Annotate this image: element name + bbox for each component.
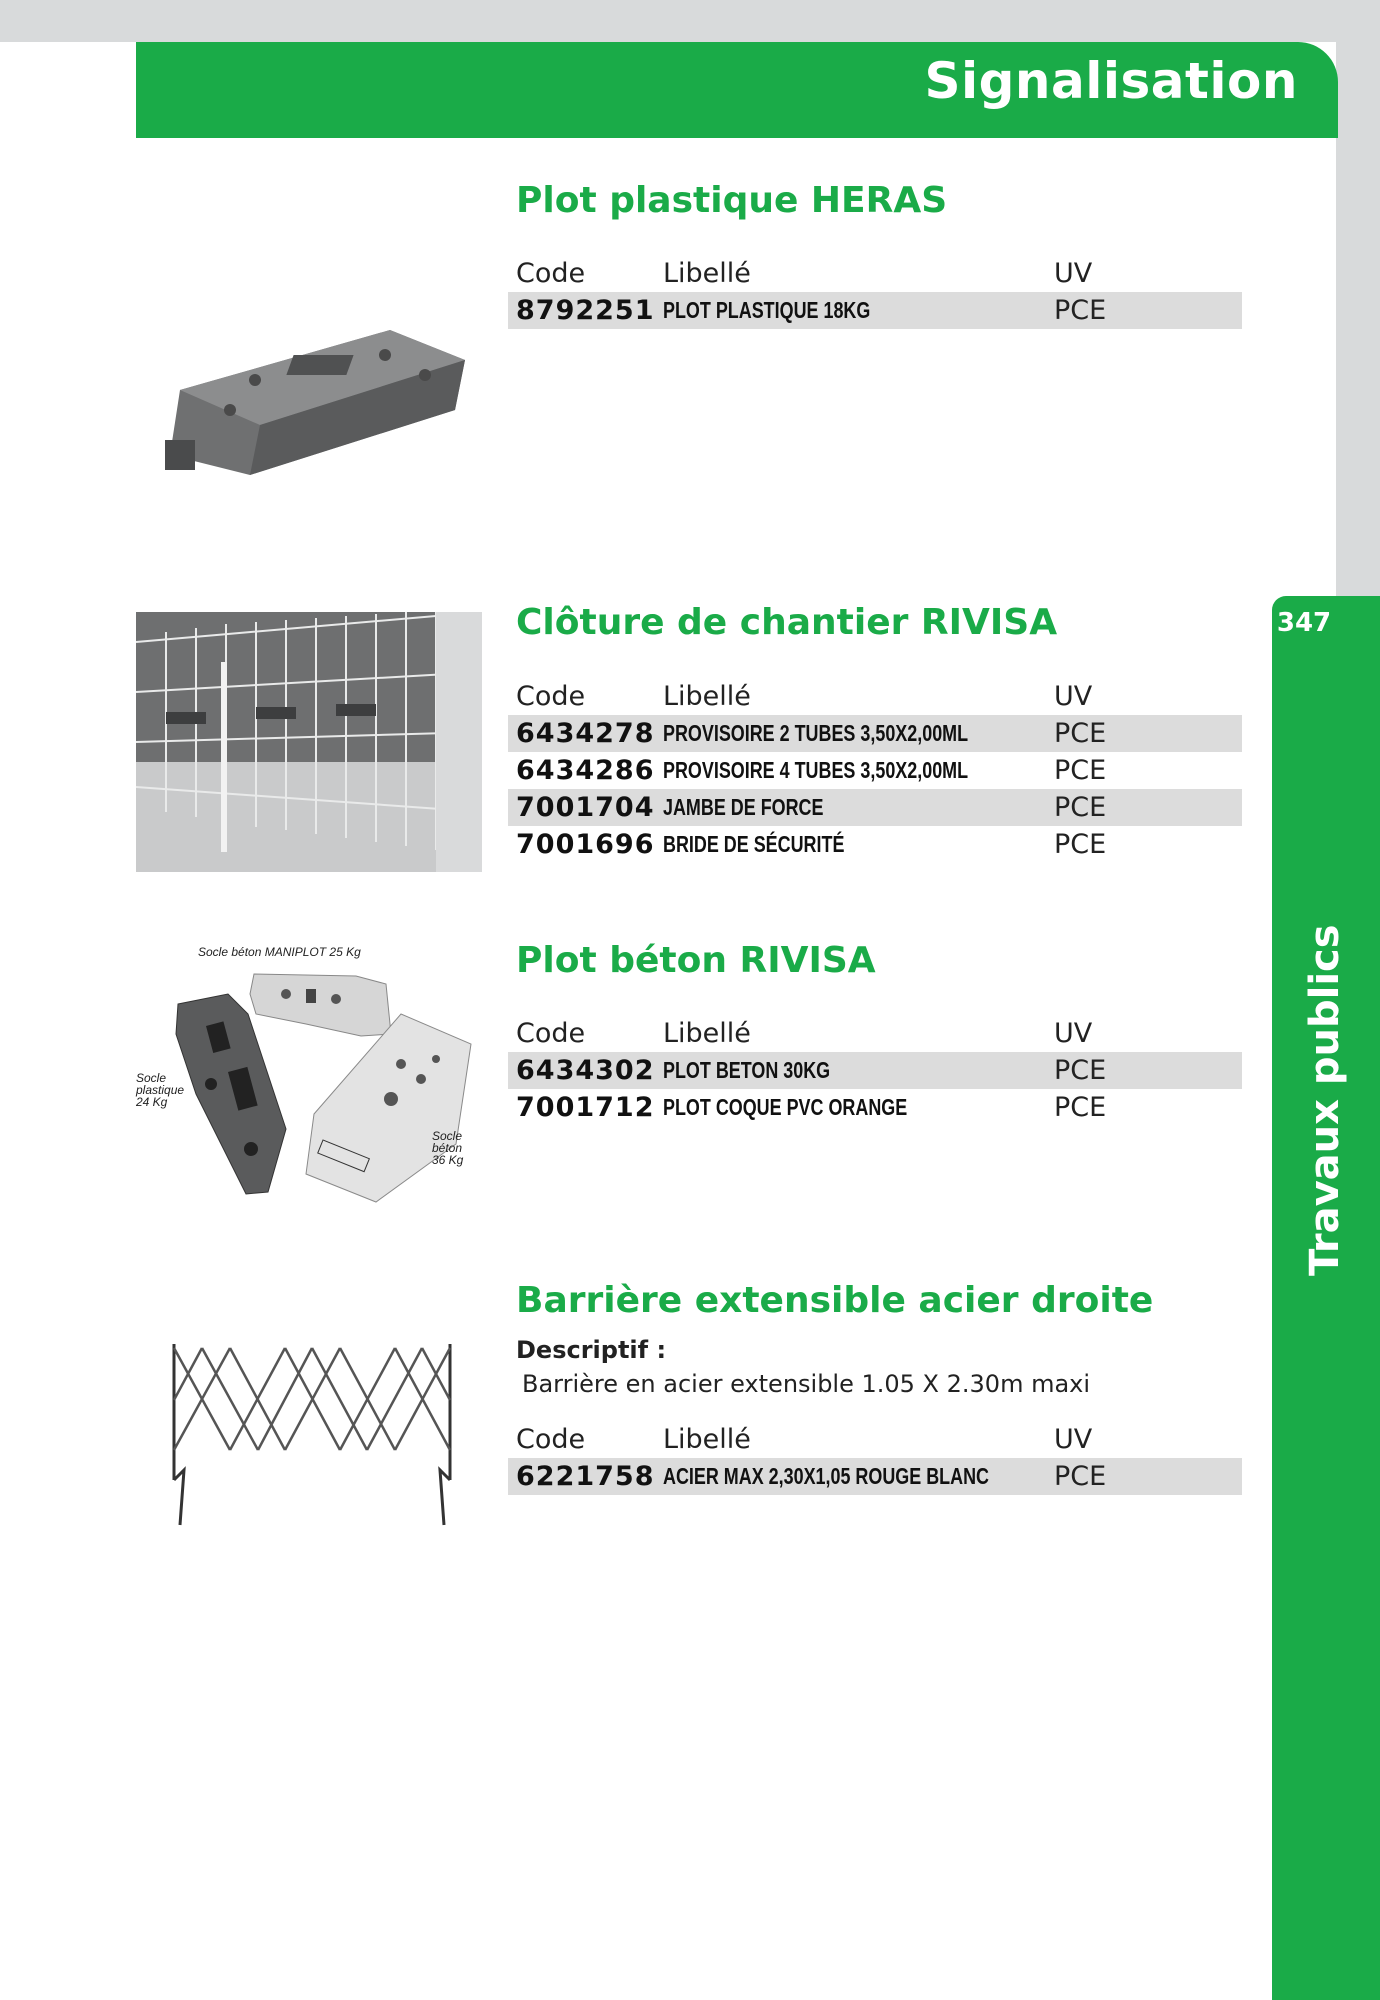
row-libelle: JAMBE DE FORCE <box>663 794 824 820</box>
product-title: Plot béton RIVISA <box>516 940 876 981</box>
header-code: Code <box>516 258 586 289</box>
row-uv: PCE <box>1054 1092 1107 1123</box>
row-uv: PCE <box>1054 792 1107 823</box>
table-row <box>508 752 1242 789</box>
descriptif-text: Barrière en acier extensible 1.05 X 2.30m maxi <box>522 1370 1091 1398</box>
plot-plastique-image <box>150 310 470 490</box>
header-uv: UV <box>1054 1018 1093 1049</box>
header-uv: UV <box>1054 258 1093 289</box>
plot-beton-image <box>136 944 482 1204</box>
image-label-line: Socle <box>432 1129 463 1143</box>
page-title: Signalisation <box>924 52 1298 110</box>
image-label-line: Socle <box>136 1071 167 1085</box>
table-row <box>508 292 1242 329</box>
cloture-chantier-image <box>136 612 482 872</box>
product-table <box>508 678 1242 863</box>
row-uv: PCE <box>1054 1055 1107 1086</box>
table-row <box>508 1052 1242 1089</box>
image-label-line: 36 Kg <box>432 1153 464 1167</box>
header-uv: UV <box>1054 1424 1093 1455</box>
row-libelle: PLOT BETON 30KG <box>663 1057 831 1083</box>
chapter-label: Travaux publics <box>1302 924 1348 1276</box>
product-table <box>508 255 1242 329</box>
table-header-row <box>508 1421 1242 1458</box>
row-code: 7001704 <box>516 792 655 823</box>
product-table <box>508 1015 1242 1126</box>
page-number: 347 <box>1276 608 1332 638</box>
row-libelle: PLOT COQUE PVC ORANGE <box>663 1094 908 1120</box>
header-libelle: Libellé <box>663 681 751 712</box>
table-row <box>508 715 1242 752</box>
image-label-line: plastique <box>136 1083 185 1097</box>
table-row <box>508 826 1242 863</box>
row-uv: PCE <box>1054 829 1107 860</box>
image-label-line: 24 Kg <box>136 1095 168 1109</box>
header-libelle: Libellé <box>663 1018 751 1049</box>
row-code: 8792251 <box>516 295 655 326</box>
product-table <box>508 1421 1242 1495</box>
row-libelle: BRIDE DE SÉCURITÉ <box>663 831 845 857</box>
header-code: Code <box>516 1424 586 1455</box>
row-libelle: ACIER MAX 2,30X1,05 ROUGE BLANC <box>663 1463 989 1489</box>
product-title: Barrière extensible acier droite <box>516 1280 1154 1321</box>
product-title: Plot plastique HERAS <box>516 180 948 221</box>
descriptif-label: Descriptif : <box>516 1336 667 1364</box>
image-label-top: Socle béton MANIPLOT 25 Kg <box>198 945 361 959</box>
table-row <box>508 1458 1242 1495</box>
row-code: 7001696 <box>516 829 655 860</box>
barriere-extensible-image <box>160 1330 460 1530</box>
top-margin-band <box>0 0 1380 42</box>
table-header-row <box>508 255 1242 292</box>
product-title: Clôture de chantier RIVISA <box>516 602 1058 643</box>
row-libelle: PLOT PLASTIQUE 18KG <box>663 297 871 323</box>
row-code: 6434278 <box>516 718 655 749</box>
table-header-row <box>508 678 1242 715</box>
row-code: 7001712 <box>516 1092 655 1123</box>
table-row <box>508 1089 1242 1126</box>
row-code: 6434286 <box>516 755 655 786</box>
header-uv: UV <box>1054 681 1093 712</box>
image-label-line: béton <box>432 1141 463 1155</box>
table-header-row <box>508 1015 1242 1052</box>
row-uv: PCE <box>1054 1461 1107 1492</box>
row-libelle: PROVISOIRE 4 TUBES 3,50X2,00ML <box>663 757 969 783</box>
row-code: 6434302 <box>516 1055 655 1086</box>
header-code: Code <box>516 681 586 712</box>
table-row <box>508 789 1242 826</box>
header-libelle: Libellé <box>663 258 751 289</box>
header-code: Code <box>516 1018 586 1049</box>
row-libelle: PROVISOIRE 2 TUBES 3,50X2,00ML <box>663 720 969 746</box>
right-margin-band <box>1336 0 1380 600</box>
section-header-banner <box>136 42 1338 138</box>
row-uv: PCE <box>1054 295 1107 326</box>
chapter-side-tab <box>1272 596 1380 2000</box>
image-label-right <box>432 1130 463 1166</box>
row-code: 6221758 <box>516 1461 655 1492</box>
row-uv: PCE <box>1054 718 1107 749</box>
image-label-left <box>136 1072 184 1108</box>
row-uv: PCE <box>1054 755 1107 786</box>
header-libelle: Libellé <box>663 1424 751 1455</box>
